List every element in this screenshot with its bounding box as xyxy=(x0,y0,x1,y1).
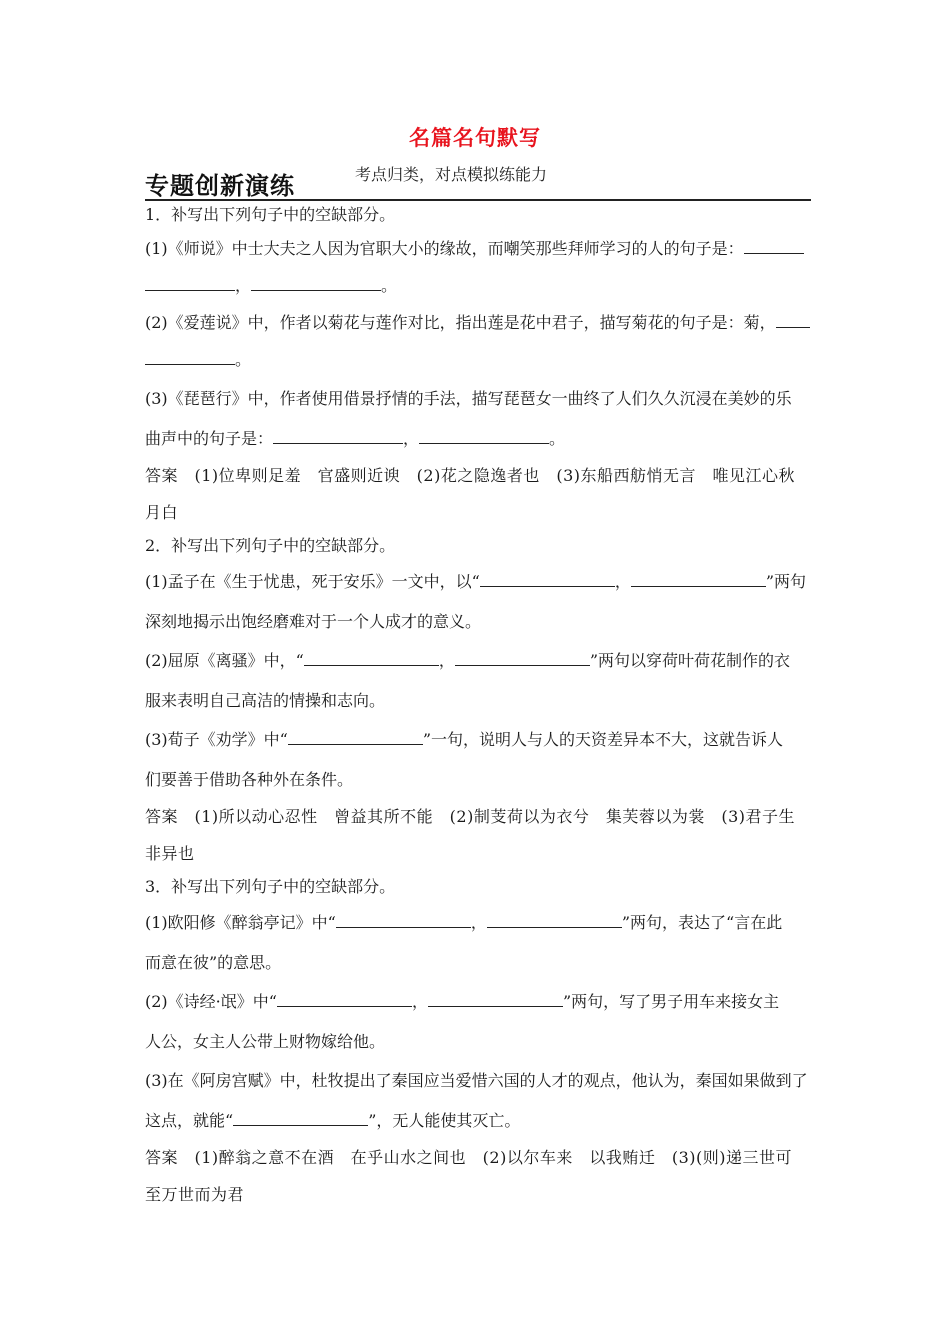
q2-heading: 2．补写出下列句子中的空缺部分。 xyxy=(145,536,396,555)
fill-blank[interactable] xyxy=(776,309,810,328)
q1-part3-line2: 曲声中的句子是： ， 。 xyxy=(145,420,811,457)
q2-part2-line1: (2)屈原《离骚》中，“ ， ”两句以穿荷叶荷花制作的衣 xyxy=(145,640,811,682)
q3-answer-line2: 至万世而为君 xyxy=(145,1185,245,1204)
fill-blank[interactable] xyxy=(480,568,615,587)
section-subtitle: 考点归类，对点模拟练能力 xyxy=(355,165,548,184)
q2-part1-line1: (1)孟子在《生于忧患，死于安乐》一文中，以“ ， ”两句 xyxy=(145,561,811,603)
q3-part2-line1: (2)《诗经·氓》中“ ， ”两句，写了男子用车来接女主 xyxy=(145,981,811,1023)
q2-part3-line2: 们要善于借助各种外在条件。 xyxy=(145,770,354,789)
q3-part3-line1: (3)在《阿房宫赋》中，杜牧提出了秦国应当爱惜六国的人才的观点，他认为，秦国如果做到了 xyxy=(145,1071,808,1090)
exercise-content xyxy=(145,200,811,1213)
page-title: 名篇名句默写 xyxy=(409,126,541,150)
fill-blank[interactable] xyxy=(277,988,412,1007)
q2-part3-line1: (3)荀子《劝学》中“ ”一句，说明人与人的天资差异本不大，这就告诉人 xyxy=(145,719,811,761)
q2-part2-line2: 服来表明自己高洁的情操和志向。 xyxy=(145,691,386,710)
fill-blank[interactable] xyxy=(487,909,622,928)
q3-answer-line1: 答案 (1)醉翁之意不在酒 在乎山水之间也 (2)以尔车来 以我贿迁 (3)(则)递三世可 xyxy=(145,1148,792,1167)
q1-part1-line1: (1)《师说》中士大夫之人因为官职大小的缘故，而嘲笑那些拜师学习的人的句子是： xyxy=(145,230,811,267)
fill-blank[interactable] xyxy=(233,1107,368,1126)
fill-blank[interactable] xyxy=(419,425,549,444)
fill-blank[interactable] xyxy=(631,568,766,587)
fill-blank[interactable] xyxy=(455,647,590,666)
q3-part3-line2: 这点，就能“ ”，无人能使其灭亡。 xyxy=(145,1102,811,1139)
section-banner xyxy=(145,166,295,201)
fill-blank[interactable] xyxy=(336,909,471,928)
fill-blank[interactable] xyxy=(428,988,563,1007)
q3-part1-line2: 而意在彼”的意思。 xyxy=(145,953,282,972)
q1-part2-line2: 。 xyxy=(145,341,811,378)
fill-blank[interactable] xyxy=(145,272,235,291)
q2-answer-line1: 答案 (1)所以动心忍性 曾益其所不能 (2)制芰荷以为衣兮 集芙蓉以为裳 (3)君子生 xyxy=(145,807,795,826)
q1-part1-line2: ， 。 xyxy=(145,267,811,304)
q2-part1-line2: 深刻地揭示出饱经磨难对于一个人成才的意义。 xyxy=(145,612,482,631)
q3-part1-line1: (1)欧阳修《醉翁亭记》中“ ， ”两句，表达了“言在此 xyxy=(145,902,811,944)
q3-heading: 3．补写出下列句子中的空缺部分。 xyxy=(145,877,396,896)
q1-answer-line2: 月白 xyxy=(145,503,179,522)
fill-blank[interactable] xyxy=(288,726,423,745)
fill-blank[interactable] xyxy=(304,647,439,666)
q1-part3-line1: (3)《琵琶行》中，作者使用借景抒情的手法，描写琵琶女一曲终了人们久久沉浸在美妙的乐 xyxy=(145,389,792,408)
q1-answer-line1: 答案 (1)位卑则足羞 官盛则近谀 (2)花之隐逸者也 (3)东船西舫悄无言 唯见江心秋 xyxy=(145,466,795,485)
fill-blank[interactable] xyxy=(744,235,804,254)
fill-blank[interactable] xyxy=(273,425,403,444)
q3-part2-line2: 人公，女主人公带上财物嫁给他。 xyxy=(145,1032,386,1051)
q2-answer-line2: 非异也 xyxy=(145,844,195,863)
banner-text: 专题创新演练 xyxy=(145,172,295,200)
q1-part2-line1: (2)《爱莲说》中，作者以菊花与莲作对比，指出莲是花中君子，描写菊花的句子是：菊， xyxy=(145,304,811,341)
fill-blank[interactable] xyxy=(251,272,381,291)
q1-heading: 1．补写出下列句子中的空缺部分。 xyxy=(145,205,396,224)
fill-blank[interactable] xyxy=(145,346,235,365)
